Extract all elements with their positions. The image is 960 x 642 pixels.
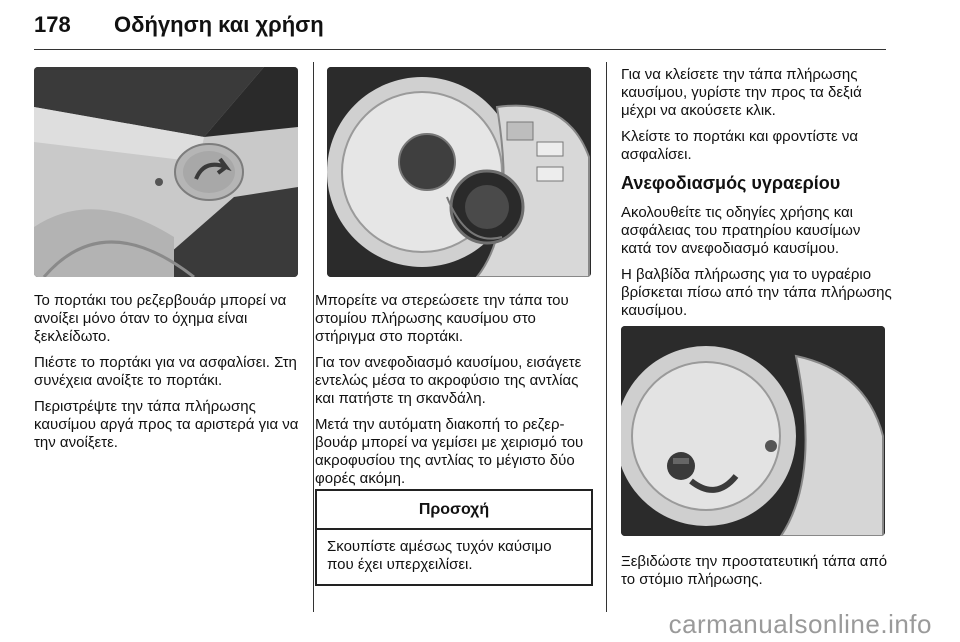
page-title: Οδήγηση και χρήση xyxy=(114,12,324,37)
caution-text: Σκουπίστε αμέσως τυχόν καύσιμο που έχει υπερχειλίσει. xyxy=(327,538,552,573)
watermark: carmanualsonline.info xyxy=(668,609,932,639)
paragraph: Μπορείτε να στερεώσετε την τάπα του στομίου πλήρωσης καυσίμου στο στήριγμα στο πορτάκι. xyxy=(315,292,569,345)
paragraph: Ακολουθείτε τις οδηγίες χρήσης και ασφάλειας του πρατηρίου καυσίμων κατά τον ανεφοδιασμό καυσίμου. xyxy=(621,204,861,257)
lpg-valve-photo xyxy=(621,326,885,536)
paragraph: Για να κλείσετε την τάπα πλήρωσης καυσίμου, γυρίστε την προς τα δεξιά μέχρι να ακούσετε κλικ. xyxy=(621,66,862,119)
caution-title: Προσοχή xyxy=(317,491,591,530)
paragraph: Η βαλβίδα πλήρωσης για το υγραέριο βρίσκεται πίσω από την τάπα πλήρωσης καυσίμου. xyxy=(621,266,892,319)
fuel-cap-photo xyxy=(327,67,591,277)
page-header xyxy=(34,8,886,48)
column-3-bottom-text xyxy=(621,553,893,597)
page-number: 178 xyxy=(34,12,71,37)
column-divider-2 xyxy=(606,62,607,612)
header-divider xyxy=(34,49,886,50)
caution-box xyxy=(315,489,593,586)
paragraph: Για τον ανεφοδιασμό καυσίμου, εισάγετε εντελώς μέσα το ακροφύσιο της αντλίας και πατήστε τη σκανδάλη. xyxy=(315,354,582,407)
column-divider-1 xyxy=(313,62,314,612)
paragraph: Περιστρέψτε την τάπα πλήρωσης καυσίμου αργά προς τα αριστερά για να την ανοίξετε. xyxy=(34,398,299,451)
section-heading: Ανεφοδιασμός υγραερίου xyxy=(621,173,841,193)
paragraph: Ξεβιδώστε την προστατευτική τάπα από το στόμιο πλήρωσης. xyxy=(621,553,888,588)
paragraph: Πιέστε το πορτάκι για να ασφαλίσει. Στη συνέχεια ανοίξτε το πορτάκι. xyxy=(34,354,297,389)
column-2-text xyxy=(315,292,597,496)
column-3-text xyxy=(621,66,893,328)
paragraph: Κλείστε το πορτάκι και φροντίστε να ασφαλίσει. xyxy=(621,128,859,163)
paragraph: Μετά την αυτόματη διακοπή το ρεζερβουάρ μπορεί να γεμίσει με χειρισμό του ακροφυσίου της αντλίας το μέγιστο δύο φορές ακόμη. xyxy=(315,416,584,487)
fuel-door-photo xyxy=(34,67,298,277)
column-1-text xyxy=(34,292,302,460)
paragraph: Το πορτάκι του ρεζερβουάρ μπορεί να ανοίξει μόνο όταν το όχημα είναι ξεκλείδωτο. xyxy=(34,292,287,345)
